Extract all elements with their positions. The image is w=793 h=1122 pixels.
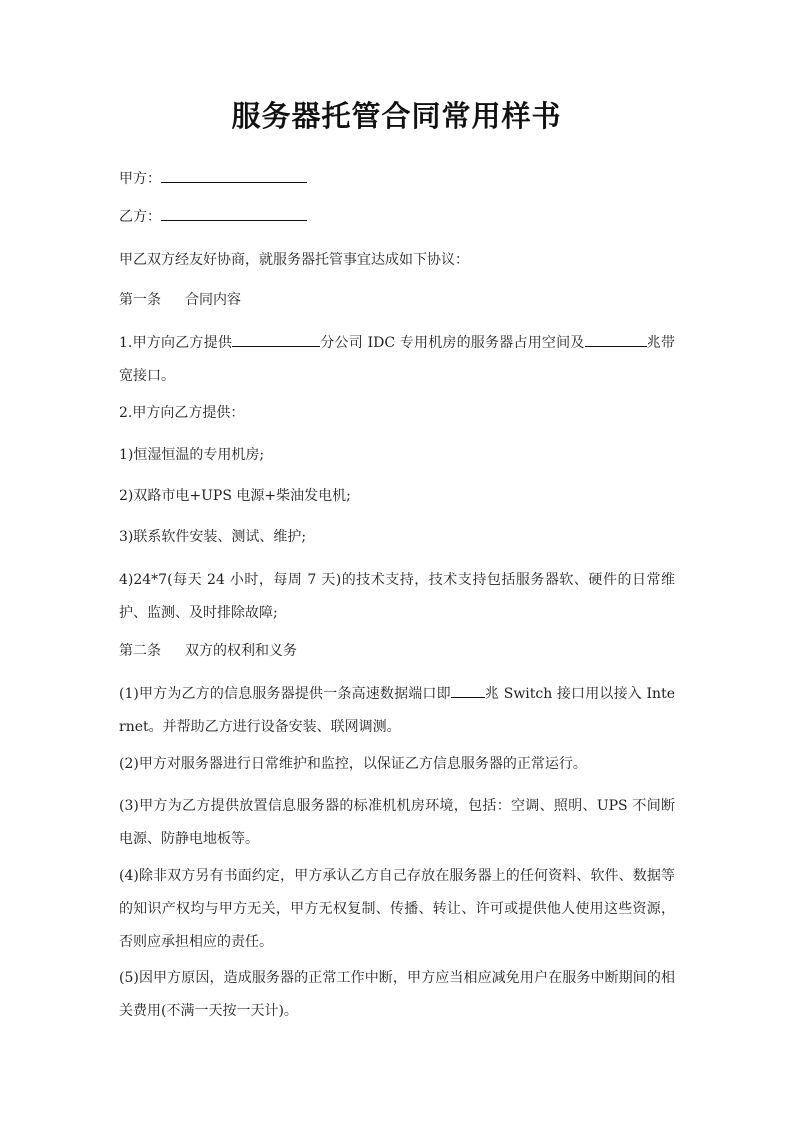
item-1-text-c: 兆带宽接口。 <box>119 335 676 384</box>
article-1-item-2: 2.甲方向乙方提供： <box>119 405 245 421</box>
clause-5: (5)因甲方原因，造成服务器的正常工作中断，甲方应当相应减免用户在服务中断期间的相关费用(不满一天按一天计)。 <box>119 970 675 1019</box>
article-1-item-1 <box>119 327 675 393</box>
party-a-line <box>119 163 675 196</box>
article-2-heading <box>119 635 675 668</box>
clause-3: (3)甲方为乙方提供放置信息服务器的标准机机房环境，包括：空调、照明、UPS 不间断电源、防静电地板等。 <box>119 798 675 847</box>
article-2-title: 双方的权利和义务 <box>185 643 297 659</box>
clause-4: (4)除非双方另有书面约定，甲方承认乙方自己存放在服务器上的任何资料、软件、数据等的知识产权均与甲方无关，甲方无权复制、传播、转让、许可或提供他人使用这些资源，否则应承担相应的责任。 <box>119 868 675 950</box>
service-item-2: 2)双路市电+UPS 电源+柴油发电机; <box>119 488 351 504</box>
article-1-heading <box>119 284 675 317</box>
clause-1-text-a: (1)甲方为乙方的信息服务器提供一条高速数据端口即 <box>119 686 451 702</box>
preamble: 甲乙双方经友好协商，就服务器托管事宜达成如下协议： <box>119 252 469 268</box>
service-item-4: 4)24*7(每天 24 小时，每周 7 天)的技术支持，技术支持包括服务器软、硬件的日常维护、监测、及时排除故障; <box>119 572 675 621</box>
article-1-number: 第一条 <box>119 292 161 308</box>
branch-blank[interactable] <box>232 333 320 347</box>
service-item-3: 3)联系软件安装、测试、维护; <box>119 529 307 545</box>
party-b-blank[interactable] <box>161 207 307 221</box>
bandwidth-blank[interactable] <box>585 333 647 347</box>
article-1-title: 合同内容 <box>185 292 241 308</box>
item-1-text-a: 1.甲方向乙方提供 <box>119 335 233 351</box>
clause-1 <box>119 678 675 744</box>
party-b-label: 乙方： <box>119 209 161 225</box>
port-speed-blank[interactable] <box>451 684 485 698</box>
party-a-label: 甲方： <box>119 171 161 187</box>
party-a-blank[interactable] <box>161 169 307 183</box>
clause-1-text-b: 兆 Switch 接口用以接入 Internet。并帮助乙方进行设备安装、联网调测。 <box>119 686 675 735</box>
clause-2: (2)甲方对服务器进行日常维护和监控，以保证乙方信息服务器的正常运行。 <box>119 756 587 772</box>
party-b-line <box>119 201 675 234</box>
document-title: 服务器托管合同常用样书 <box>231 99 562 133</box>
service-item-1: 1)恒湿恒温的专用机房; <box>119 447 265 463</box>
article-2-number: 第二条 <box>119 643 161 659</box>
item-1-text-b: 分公司 IDC 专用机房的服务器占用空间及 <box>320 335 585 351</box>
